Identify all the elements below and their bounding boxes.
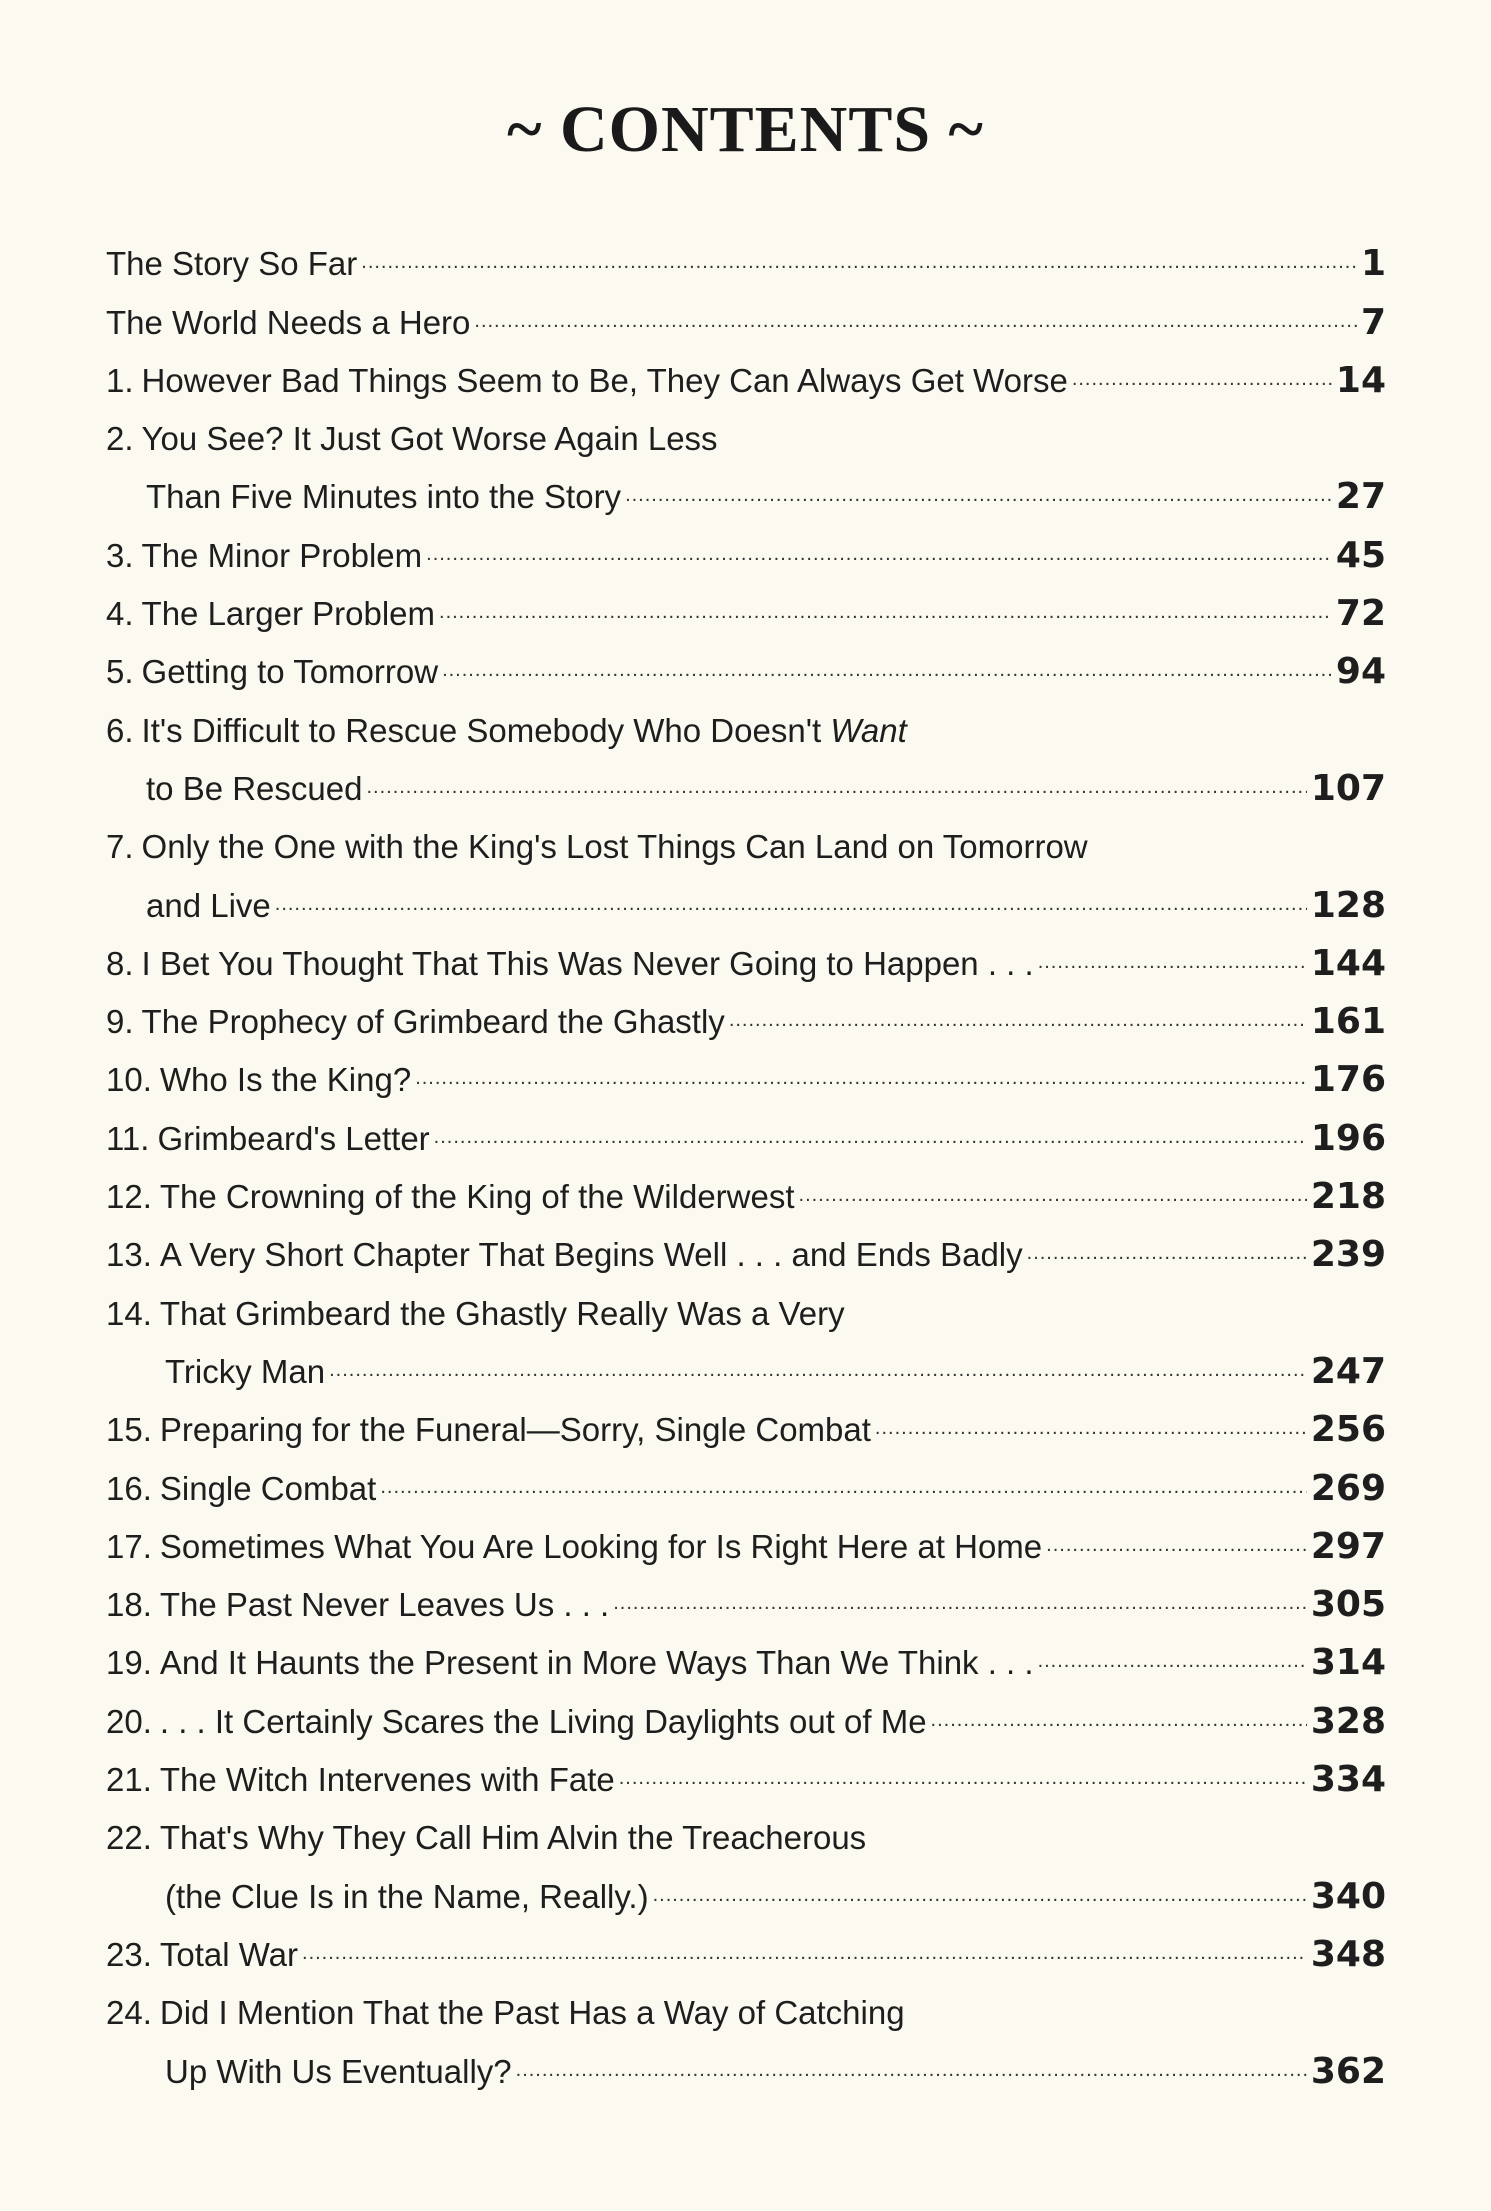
chapter-title: The World Needs a Hero	[106, 303, 471, 341]
dot-leader	[434, 1119, 1307, 1159]
page-number: 107	[1310, 767, 1386, 809]
toc-entry	[106, 517, 1386, 575]
dot-leader	[613, 1585, 1307, 1625]
dot-leader	[426, 536, 1332, 576]
dot-leader	[1038, 1643, 1307, 1683]
toc-entry	[106, 1042, 1386, 1100]
page-number: 128	[1310, 884, 1386, 926]
chapter-number: 11.	[106, 1119, 150, 1157]
chapter-number: 10.	[106, 1061, 152, 1099]
chapter-title: The Story So Far	[106, 245, 358, 283]
toc-entry	[106, 576, 1386, 634]
page-number: 14	[1335, 359, 1386, 401]
dot-leader	[275, 886, 1307, 926]
toc-entry	[106, 284, 1386, 342]
page-number: 1	[1360, 243, 1386, 285]
chapter-title: The Crowning of the King of the Wilderwest	[159, 1178, 795, 1216]
chapter-title: And It Haunts the Present in More Ways Than We Think . . .	[159, 1644, 1034, 1682]
page-number: 297	[1310, 1525, 1386, 1567]
page-number: 340	[1310, 1875, 1386, 1917]
chapter-title: It's Difficult to Rescue Somebody Who Doesn't Want	[141, 711, 907, 749]
toc-entry	[106, 1975, 1386, 2033]
toc-entry	[106, 751, 1386, 809]
page-number: 7	[1360, 301, 1386, 343]
page-number: 196	[1310, 1117, 1386, 1159]
toc-entry	[106, 1625, 1386, 1683]
chapter-number: 15.	[106, 1411, 152, 1449]
chapter-number: 24.	[106, 1994, 152, 2032]
toc-entry	[106, 1100, 1386, 1158]
page-number: 218	[1310, 1176, 1386, 1218]
dot-leader	[729, 1002, 1307, 1042]
toc-entry	[106, 1917, 1386, 1975]
toc-entry	[106, 1567, 1386, 1625]
dot-leader	[799, 1177, 1307, 1217]
chapter-title: . . . It Certainly Scares the Living Daylights out of Me	[159, 1702, 927, 1740]
page-number: 239	[1310, 1234, 1386, 1276]
toc-entry	[106, 2033, 1386, 2091]
page-number: 27	[1335, 476, 1386, 518]
chapter-number: 18.	[106, 1586, 152, 1624]
chapter-number: 14.	[106, 1294, 152, 1332]
toc-entry	[106, 1450, 1386, 1508]
dot-leader	[625, 477, 1332, 517]
chapter-title: Who Is the King?	[159, 1061, 412, 1099]
chapter-title: Only the One with the King's Lost Things Can Land on Tomorrow	[141, 828, 1088, 866]
page-number: 348	[1310, 1933, 1386, 1975]
chapter-number: 8.	[106, 944, 134, 982]
dot-leader	[366, 769, 1306, 809]
toc-entry	[106, 1217, 1386, 1275]
toc-entry	[106, 1800, 1386, 1858]
toc-entry	[106, 459, 1386, 517]
chapter-title: Preparing for the Funeral—Sorry, Single Combat	[159, 1411, 871, 1449]
page-number: 45	[1335, 534, 1386, 576]
dot-leader	[439, 594, 1332, 634]
chapter-title: and Live	[146, 886, 271, 924]
toc-entry	[106, 692, 1386, 750]
toc-entry	[106, 343, 1386, 401]
toc-entry	[106, 867, 1386, 925]
chapter-title: That Grimbeard the Ghastly Really Was a Very	[159, 1294, 845, 1332]
chapter-number: 9.	[106, 1003, 134, 1041]
dot-leader	[442, 652, 1332, 692]
page-number: 94	[1335, 651, 1386, 693]
dot-leader	[516, 2052, 1307, 2092]
toc-entry	[106, 226, 1386, 284]
page-number: 176	[1310, 1059, 1386, 1101]
toc-entry	[106, 809, 1386, 867]
toc-entry	[106, 1275, 1386, 1333]
chapter-number: 12.	[106, 1178, 152, 1216]
chapter-number: 23.	[106, 1935, 152, 1973]
chapter-number: 5.	[106, 653, 134, 691]
chapter-title: Than Five Minutes into the Story	[146, 478, 622, 516]
table-of-contents	[106, 226, 1386, 2092]
chapter-number: 13.	[106, 1236, 152, 1274]
chapter-title: to Be Rescued	[146, 769, 363, 807]
page-number: 256	[1310, 1409, 1386, 1451]
toc-entry	[106, 634, 1386, 692]
chapter-title: Up With Us Eventually?	[165, 2052, 512, 2090]
chapter-title: The Prophecy of Grimbeard the Ghastly	[141, 1003, 725, 1041]
chapter-title: Tricky Man	[165, 1352, 326, 1390]
chapter-number: 2.	[106, 420, 134, 458]
dot-leader	[1027, 1235, 1307, 1275]
toc-entry	[106, 1509, 1386, 1567]
page-number: 269	[1310, 1467, 1386, 1509]
toc-entry	[106, 1742, 1386, 1800]
chapter-number: 16.	[106, 1469, 152, 1507]
emphasis: Want	[830, 711, 907, 749]
dot-leader	[653, 1877, 1307, 1917]
chapter-number: 1.	[106, 361, 134, 399]
chapter-title: The Past Never Leaves Us . . .	[159, 1586, 610, 1624]
dot-leader	[380, 1469, 1307, 1509]
chapter-number: 22.	[106, 1819, 152, 1857]
chapter-title: The Minor Problem	[141, 536, 423, 574]
chapter-number: 3.	[106, 536, 134, 574]
chapter-title: Single Combat	[159, 1469, 377, 1507]
chapter-number: 4.	[106, 595, 134, 633]
chapter-title: (the Clue Is in the Name, Really.)	[165, 1877, 649, 1915]
toc-entry	[106, 401, 1386, 459]
chapter-title: However Bad Things Seem to Be, They Can Always Get Worse	[141, 361, 1068, 399]
chapter-number: 19.	[106, 1644, 152, 1682]
toc-entry	[106, 1858, 1386, 1916]
chapter-title: Sometimes What You Are Looking for Is Right Here at Home	[159, 1527, 1043, 1565]
page-number: 144	[1310, 942, 1386, 984]
dot-leader	[619, 1760, 1307, 1800]
chapter-number: 21.	[106, 1761, 152, 1799]
page-number: 314	[1310, 1642, 1386, 1684]
dot-leader	[361, 244, 1357, 284]
chapter-title: You See? It Just Got Worse Again Less	[141, 420, 718, 458]
toc-entry	[106, 984, 1386, 1042]
chapter-title: Grimbeard's Letter	[157, 1119, 430, 1157]
dot-leader	[302, 1935, 1307, 1975]
dot-leader	[415, 1060, 1307, 1100]
chapter-number: 6.	[106, 711, 134, 749]
dot-leader	[1046, 1527, 1307, 1567]
toc-entry	[106, 1392, 1386, 1450]
toc-entry	[106, 926, 1386, 984]
chapter-title: Did I Mention That the Past Has a Way of Catching	[159, 1994, 905, 2032]
chapter-title: A Very Short Chapter That Begins Well . . . and Ends Badly	[159, 1236, 1023, 1274]
page-number: 72	[1335, 593, 1386, 635]
page-number: 362	[1310, 2050, 1386, 2092]
chapter-title: I Bet You Thought That This Was Never Going to Happen . . .	[141, 944, 1034, 982]
page-number: 305	[1310, 1584, 1386, 1626]
page-number: 334	[1310, 1759, 1386, 1801]
dot-leader	[329, 1352, 1307, 1392]
page-title: ~ CONTENTS ~	[507, 93, 984, 166]
dot-leader	[1072, 361, 1332, 401]
toc-entry	[106, 1159, 1386, 1217]
chapter-number: 20.	[106, 1702, 152, 1740]
dot-leader	[875, 1410, 1307, 1450]
chapter-title: Total War	[159, 1935, 299, 1973]
chapter-title: That's Why They Call Him Alvin the Treacherous	[159, 1819, 867, 1857]
chapter-number: 7.	[106, 828, 134, 866]
chapter-title: The Larger Problem	[141, 595, 436, 633]
dot-leader	[474, 303, 1357, 343]
chapter-title: Getting to Tomorrow	[141, 653, 439, 691]
page-number: 247	[1310, 1350, 1386, 1392]
chapter-number: 17.	[106, 1527, 152, 1565]
dot-leader	[931, 1702, 1307, 1742]
page-number: 328	[1310, 1700, 1386, 1742]
toc-entry	[106, 1334, 1386, 1392]
page-number: 161	[1310, 1001, 1386, 1043]
chapter-title: The Witch Intervenes with Fate	[159, 1761, 615, 1799]
toc-entry	[106, 1683, 1386, 1741]
dot-leader	[1038, 944, 1307, 984]
